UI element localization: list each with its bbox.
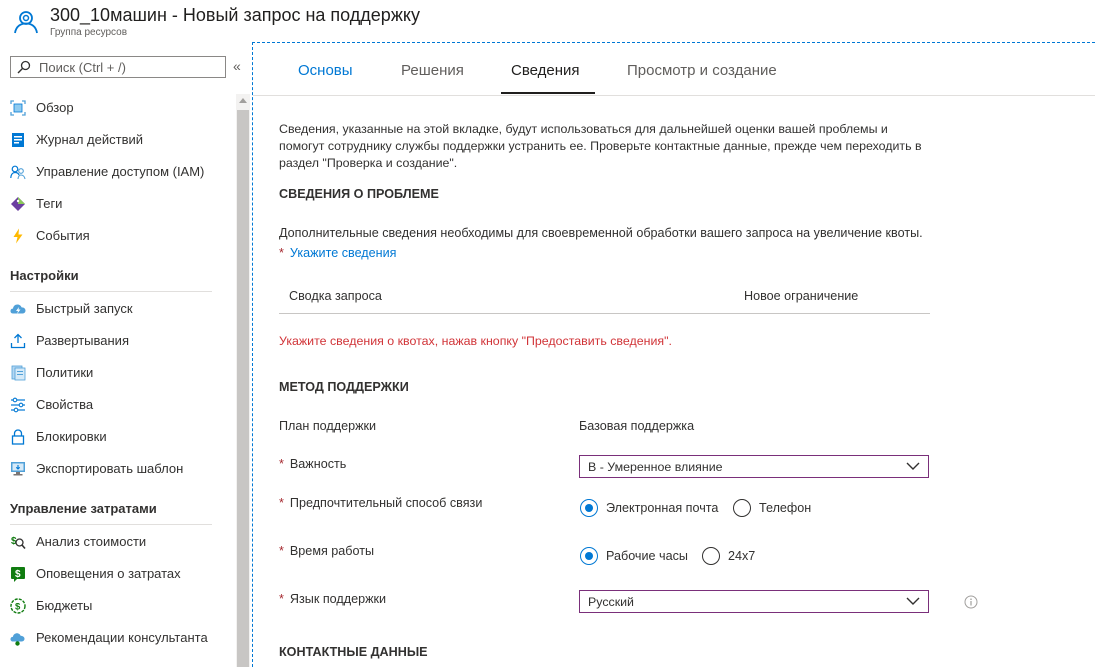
chevron-down-icon: [906, 596, 920, 606]
sidebar-divider: [10, 524, 212, 525]
export-template-icon: [10, 461, 26, 477]
tab-basics[interactable]: Основы: [298, 62, 353, 79]
radio-business-hours-label[interactable]: Рабочие часы: [606, 549, 688, 563]
support-plan-value: Базовая поддержка: [579, 419, 695, 433]
required-mark: *: [279, 496, 284, 510]
hours-label: Время работы: [289, 544, 375, 558]
radio-phone[interactable]: [733, 499, 751, 517]
contact-method-label-row: [279, 496, 482, 510]
page-subtitle: Группа ресурсов: [50, 27, 128, 38]
policies-icon: [10, 365, 26, 381]
page-title: 300_10машин - Новый запрос на поддержку: [50, 5, 420, 25]
sidebar-item-label: Теги: [36, 196, 63, 211]
language-selected-value: Русский: [588, 595, 634, 609]
sidebar-item-label: Анализ стоимости: [36, 534, 147, 549]
scroll-up-arrow-icon[interactable]: [239, 98, 247, 103]
info-icon[interactable]: [964, 595, 978, 609]
collapse-sidebar-button[interactable]: «: [233, 58, 241, 74]
severity-selected-value: B - Умеренное влияние: [588, 460, 723, 474]
severity-label: Важность: [289, 457, 347, 471]
radio-24x7-label[interactable]: 24x7: [728, 549, 756, 563]
activity-log-icon: [10, 132, 26, 148]
contact-section-heading: КОНТАКТНЫЕ ДАННЫЕ: [279, 645, 428, 659]
radio-24x7[interactable]: [702, 547, 720, 565]
severity-dropdown[interactable]: [579, 455, 929, 478]
problem-description: Дополнительные сведения необходимы для своевременной обработки вашего запроса на увеличение квоты.: [279, 226, 923, 240]
sidebar-item-quickstart[interactable]: [10, 298, 230, 320]
sidebar-item-label: Оповещения о затратах: [36, 566, 181, 581]
sidebar-item-tags[interactable]: [10, 193, 230, 215]
table-divider: [279, 313, 930, 314]
search-box[interactable]: [10, 56, 226, 78]
sidebar-item-overview[interactable]: [10, 97, 230, 119]
sidebar-item-budgets[interactable]: [10, 595, 230, 617]
sidebar-item-events[interactable]: [10, 225, 230, 247]
chevron-down-icon: [906, 461, 920, 471]
deployments-icon: [10, 333, 26, 349]
radio-email-label[interactable]: Электронная почта: [606, 501, 719, 515]
sidebar-item-label: Развертывания: [36, 333, 129, 348]
events-icon: [10, 228, 26, 244]
table-header-new-limit: Новое ограничение: [744, 289, 859, 303]
sidebar: [0, 42, 252, 667]
sidebar-item-label: Управление доступом (IAM): [36, 164, 205, 179]
support-method-heading: МЕТОД ПОДДЕРЖКИ: [279, 380, 409, 394]
lock-icon: [10, 429, 26, 445]
sidebar-divider: [10, 291, 212, 292]
language-label: Язык поддержки: [289, 592, 387, 606]
sidebar-section-title: Управление затратами: [10, 501, 157, 516]
search-input[interactable]: [39, 59, 219, 75]
cost-analysis-icon: [10, 534, 26, 550]
sidebar-item-deployments[interactable]: [10, 330, 230, 352]
advisor-icon: [10, 630, 26, 646]
sidebar-item-advisor[interactable]: [10, 627, 230, 649]
sidebar-item-label: Политики: [36, 365, 94, 380]
sidebar-item-label: Экспортировать шаблон: [36, 461, 184, 476]
tab-bar: [253, 43, 1095, 96]
severity-label-row: [279, 457, 346, 471]
sidebar-item-export-template[interactable]: [10, 458, 230, 480]
cost-alerts-icon: [10, 566, 26, 582]
sidebar-item-properties[interactable]: [10, 394, 230, 416]
sidebar-item-policies[interactable]: [10, 362, 230, 384]
quickstart-icon: [10, 301, 26, 317]
provide-details-link[interactable]: Укажите сведения: [289, 246, 397, 260]
page-header: [0, 0, 1095, 42]
radio-phone-label[interactable]: Телефон: [759, 501, 812, 515]
language-label-row: [279, 592, 386, 606]
radio-business-hours[interactable]: [580, 547, 598, 565]
sidebar-scrollbar[interactable]: [236, 94, 250, 667]
tab-solutions[interactable]: Решения: [401, 62, 464, 79]
required-mark: *: [279, 457, 284, 471]
sidebar-item-locks[interactable]: [10, 426, 230, 448]
sidebar-item-iam[interactable]: [10, 161, 230, 183]
sidebar-item-label: Журнал действий: [36, 132, 144, 147]
sidebar-item-label: Блокировки: [36, 429, 107, 444]
properties-icon: [10, 397, 26, 413]
sidebar-item-label: События: [36, 228, 90, 243]
required-mark: *: [279, 246, 284, 260]
problem-section-heading: СВЕДЕНИЯ О ПРОБЛЕМЕ: [279, 187, 439, 201]
required-mark: *: [279, 592, 284, 606]
tag-icon: [10, 196, 26, 212]
iam-icon: [10, 164, 26, 180]
svg-text:$: $: [15, 569, 21, 580]
sidebar-item-label: Бюджеты: [36, 598, 93, 613]
required-mark: *: [279, 544, 284, 558]
svg-text:$: $: [15, 601, 21, 613]
sidebar-item-label: Рекомендации консультанта: [36, 630, 208, 645]
table-header-summary: Сводка запроса: [289, 289, 382, 303]
sidebar-item-cost-analysis[interactable]: [10, 531, 230, 553]
language-dropdown[interactable]: [579, 590, 929, 613]
search-icon: [17, 60, 31, 74]
budgets-icon: [10, 598, 26, 614]
provide-details-row: [279, 246, 396, 260]
tab-review-create[interactable]: Просмотр и создание: [627, 62, 777, 79]
hours-label-row: [279, 544, 374, 558]
radio-email[interactable]: [580, 499, 598, 517]
sidebar-item-cost-alerts[interactable]: [10, 563, 230, 585]
resource-group-icon: [12, 7, 40, 35]
overview-icon: [10, 100, 26, 116]
tab-details[interactable]: Сведения: [511, 62, 580, 79]
contact-method-label: Предпочтительный способ связи: [289, 496, 483, 510]
sidebar-item-label: Быстрый запуск: [36, 301, 133, 316]
support-plan-label: План поддержки: [279, 419, 377, 433]
intro-text: Сведения, указанные на этой вкладке, будут использоваться для дальнейшей оценки вашей проблемы и помогут сотруднику службы поддержки устранить ее. Проверьте контактные данные, прежде чем переходить в раздел "Проверка и создание".: [279, 122, 922, 170]
active-tab-indicator: [501, 92, 595, 94]
main-panel: [252, 42, 1095, 667]
scrollbar-thumb[interactable]: [237, 110, 249, 667]
sidebar-item-label: Свойства: [36, 397, 94, 412]
sidebar-section-title: Настройки: [10, 268, 79, 283]
svg-text:$: $: [11, 536, 17, 547]
quota-error-message: Укажите сведения о квотах, нажав кнопку "Предоставить сведения".: [279, 334, 672, 348]
sidebar-item-label: Обзор: [36, 100, 74, 115]
sidebar-item-activity-log[interactable]: [10, 129, 230, 151]
